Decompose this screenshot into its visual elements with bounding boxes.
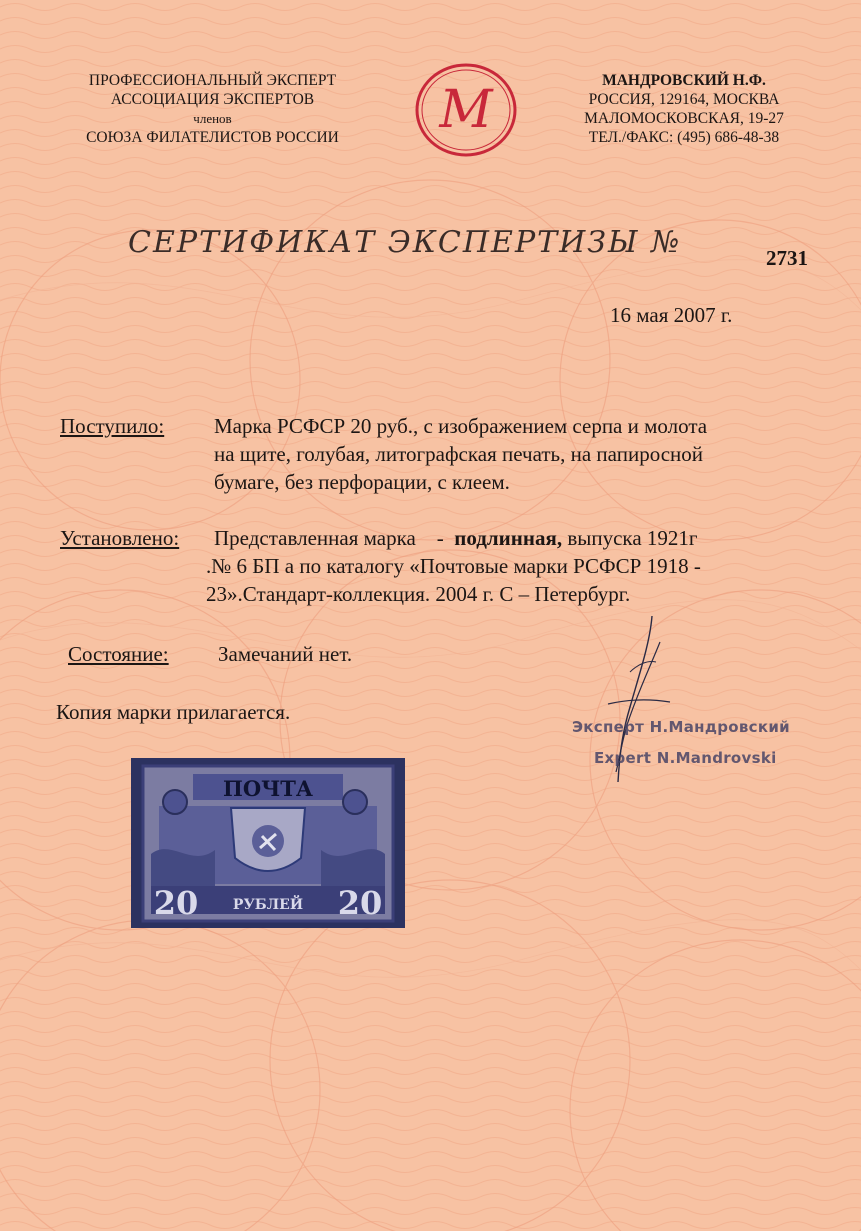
certificate-title: СЕРТИФИКАТ ЭКСПЕРТИЗЫ № — [128, 225, 682, 260]
stamp-value-left: 20 — [153, 884, 199, 922]
header-left-line4: СОЮЗА ФИЛАТЕЛИСТОВ РОССИИ — [86, 129, 339, 146]
established-label: Установлено: — [60, 526, 180, 550]
monogram-logo — [414, 63, 518, 158]
condition-label: Состояние: — [68, 642, 169, 666]
header-left — [40, 71, 385, 147]
established-text — [206, 524, 701, 608]
header-right — [548, 71, 820, 147]
address-line1: РОССИЯ, 129164, МОСКВА — [588, 91, 780, 108]
postage-stamp-image — [131, 758, 405, 928]
header-left-line1: ПРОФЕССИОНАЛЬНЫЙ ЭКСПЕРТ — [88, 72, 337, 89]
copy-note: Копия марки прилагается. — [56, 700, 291, 724]
condition-text: Замечаний нет. — [218, 642, 353, 666]
header-left-line2: АССОЦИАЦИЯ ЭКСПЕРТОВ — [110, 91, 315, 108]
monogram-letter: М — [439, 80, 493, 140]
header-left-line3: членов — [193, 111, 232, 126]
received-text — [214, 412, 707, 496]
stamp-top-text: ПОЧТА — [222, 776, 314, 801]
established-line2: .№ 6 БП а по каталогу «Почтовые марки РСФСР 1918 - — [206, 554, 701, 578]
established-line1 — [214, 524, 701, 552]
received-line: Марка РСФСР 20 руб., с изображением серпа и молота — [214, 414, 708, 438]
established-line1-post: выпуска 1921г — [562, 526, 698, 550]
address-line2: МАЛОМОСКОВСКАЯ, 19-27 — [584, 110, 784, 127]
established-line3: 23».Стандарт-коллекция. 2004 г. С – Петербург. — [206, 582, 631, 606]
stamp-currency: РУБЛЕЙ — [232, 897, 304, 913]
phone-fax: ТЕЛ./ФАКС: (495) 686-48-38 — [588, 129, 780, 146]
stamp-value-right: 20 — [337, 884, 383, 922]
authentic-verdict: подлинная, — [454, 526, 563, 550]
received-line: на щите, голубая, литографская печать, на папиросной — [214, 442, 704, 466]
expert-stamp-line2: Expert N.Mandrovski — [594, 749, 777, 767]
certificate-number: 2731 — [766, 246, 808, 270]
expert-name: МАНДРОВСКИЙ Н.Ф. — [602, 72, 766, 89]
received-label: Поступило: — [60, 414, 165, 438]
certificate-date: 16 мая 2007 г. — [610, 303, 733, 327]
received-line: бумаге, без перфорации, с клеем. — [214, 470, 510, 494]
established-line1-pre: Представленная марка - — [214, 526, 455, 550]
expert-stamp-line1: Эксперт Н.Мандровский — [572, 718, 790, 736]
